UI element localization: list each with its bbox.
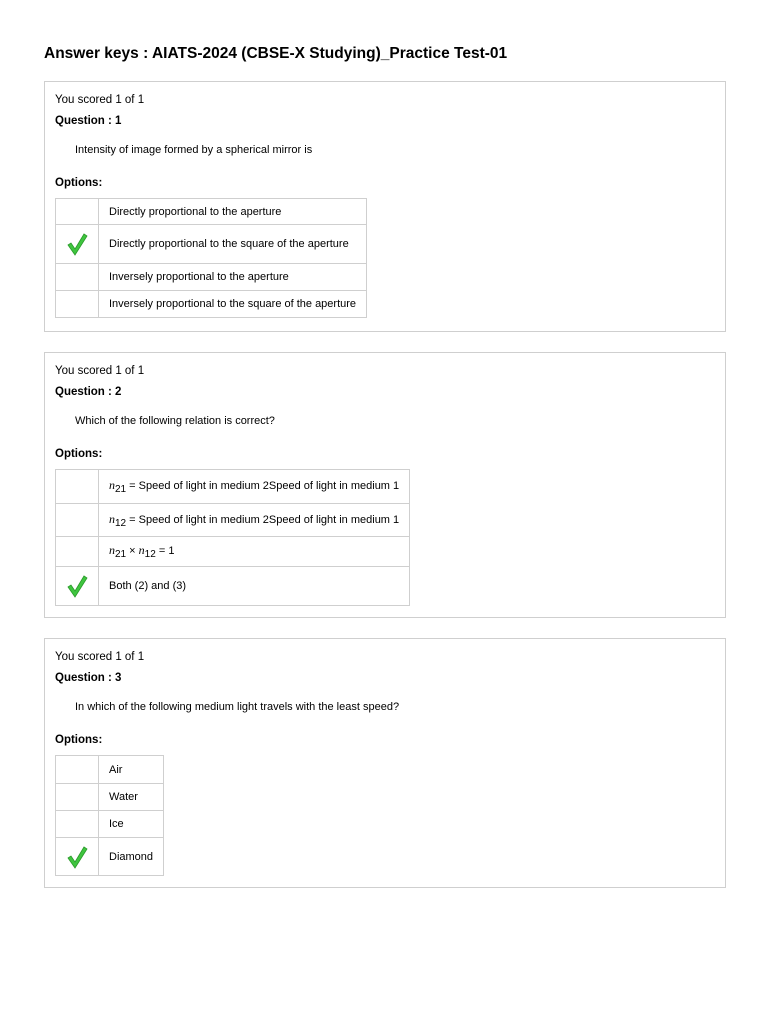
option-mark-cell [56,537,99,567]
green-checkmark-icon [66,232,88,256]
math-subscript: 21 [115,484,127,495]
option-text: Diamond [99,838,164,876]
score-text: You scored 1 of 1 [55,651,145,663]
option-mark-cell [56,838,99,876]
option-text: Air [99,756,164,784]
option-mark-cell [56,470,99,504]
question-number: Question : 3 [55,672,122,684]
options-label: Options: [55,734,103,746]
option-text-rest: = 1 [155,545,175,557]
options-table [55,469,410,606]
green-checkmark-icon [66,574,88,598]
page-title: Answer keys : AIATS-2024 (CBSE-X Studying)_Practice Test-01 [44,45,508,62]
option-row [56,225,367,264]
option-row [56,470,410,504]
option-row [56,811,164,838]
question-number: Question : 2 [55,386,122,398]
math-operator: × [126,545,139,557]
option-row [56,567,410,606]
math-subscript: 21 [115,549,127,560]
options-table [55,755,164,876]
question-number: Question : 1 [55,115,122,127]
question-text: In which of the following medium light travels with the least speed? [75,701,400,713]
question-text: Intensity of image formed by a spherical mirror is [75,144,313,156]
option-row [56,784,164,811]
option-text: Ice [99,811,164,838]
option-text: Directly proportional to the square of the aperture [99,225,367,264]
score-text: You scored 1 of 1 [55,365,145,377]
question-card-1 [44,81,726,332]
option-text: Water [99,784,164,811]
option-mark-cell [56,264,99,291]
options-label: Options: [55,177,103,189]
option-row [56,291,367,318]
option-mark-cell [56,504,99,537]
option-mark-cell [56,291,99,318]
math-variable: n [109,543,115,557]
math-variable: n [109,478,115,492]
option-text [99,504,410,537]
option-text: Inversely proportional to the aperture [99,264,367,291]
options-table [55,198,367,318]
option-mark-cell [56,225,99,264]
math-subscript: 12 [144,549,156,560]
option-text: Both (2) and (3) [99,567,410,606]
options-label: Options: [55,448,103,460]
question-card-3 [44,638,726,888]
option-text: Directly proportional to the aperture [99,199,367,225]
option-row [56,264,367,291]
option-mark-cell [56,756,99,784]
option-text [99,470,410,504]
option-text-rest: = Speed of light in medium 2Speed of light in medium 1 [126,513,400,526]
score-text: You scored 1 of 1 [55,94,145,106]
option-row [56,199,367,225]
option-text-rest: = Speed of light in medium 2Speed of light in medium 1 [126,480,400,492]
question-card-2 [44,352,726,618]
option-row [56,838,164,876]
option-text: Inversely proportional to the square of the aperture [99,291,367,318]
question-text: Which of the following relation is correct? [75,415,275,427]
option-mark-cell [56,811,99,838]
green-checkmark-icon [66,845,88,869]
option-row [56,504,410,537]
option-text [99,537,410,567]
option-mark-cell [56,199,99,225]
math-variable: n [138,543,145,557]
math-variable: n [109,511,115,526]
math-subscript: 12 [115,517,127,529]
option-mark-cell [56,784,99,811]
option-mark-cell [56,567,99,606]
option-row [56,756,164,784]
option-row [56,537,410,567]
